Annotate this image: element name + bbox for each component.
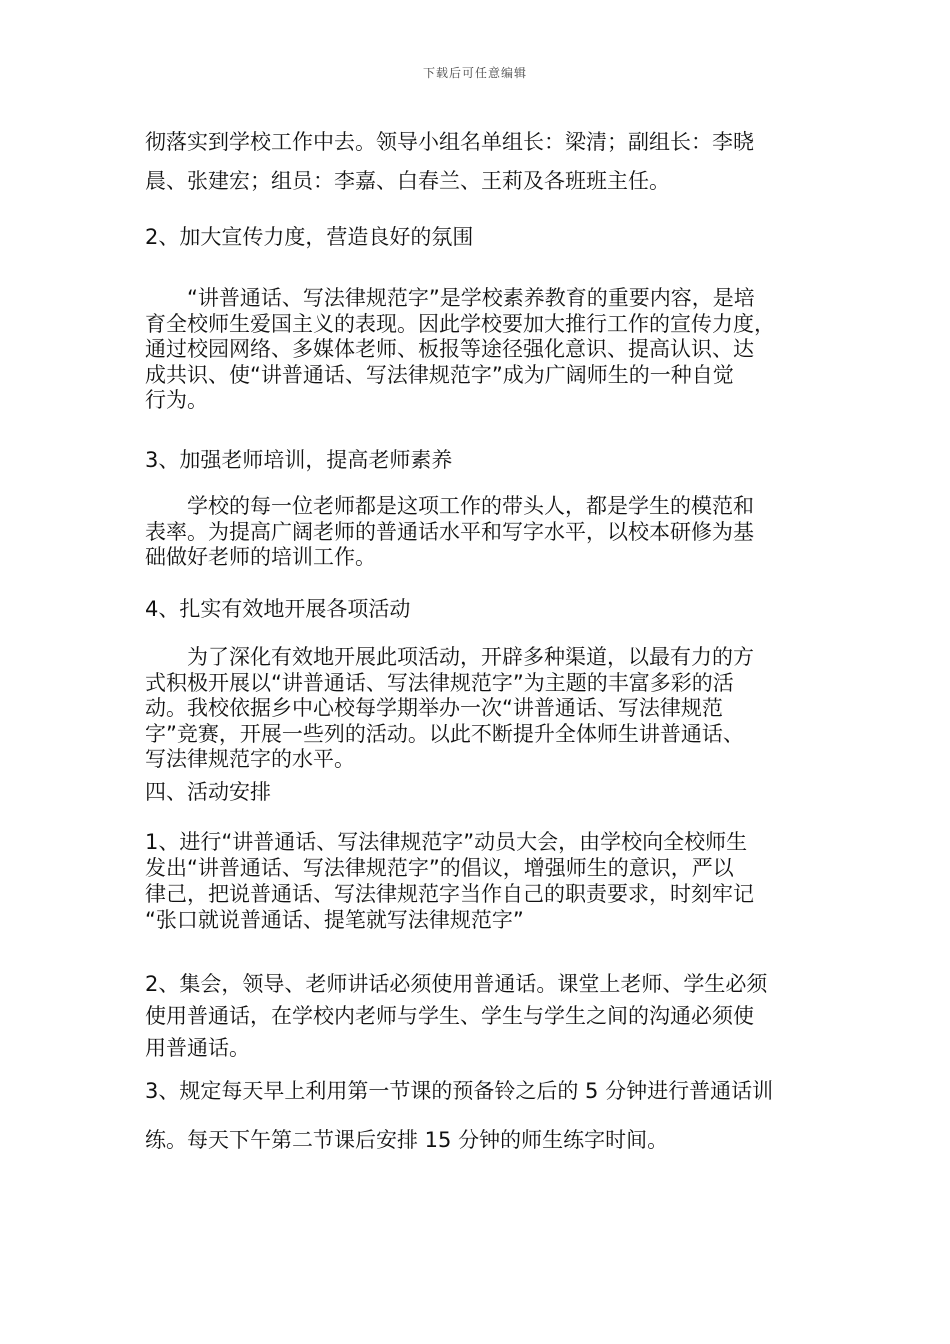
paragraph-leadership-group: 彻落实到学校工作中去。领导小组名单组长：梁清；副组长：李晓 晨、张建宏；组员：李嘉、白春兰、王莉及各班班主任。 xyxy=(145,130,754,193)
heading-teacher-training: 3、加强老师培训，提高老师素养 xyxy=(145,448,453,472)
page-header: 下载后可任意编辑 xyxy=(422,66,527,80)
list-item-daily-practice-line-1: 3、规定每天早上利用第一节课的预备铃之后的 5 分钟进行普通话训 xyxy=(145,1079,774,1103)
paragraph-publicity: “讲普通话、写法律规范字”是学校素养教育的重要内容，是培 育全校师生爱国主义的表现。因此学校要加大推行工作的宣传力度， 通过校园网络、多媒体老师、板报等途径强化意识、提高认识、达 成共识、使“讲普通话、写法律规范字”成为广阔师生的一种自觉 行为。 xyxy=(145,286,775,412)
list-item-use-mandarin: 2、集会，领导、老师讲话必须使用普通话。课堂上老师、学生必须 使用普通话，在学校内老师与学生、学生与学生之间的沟通必须使 用普通话。 xyxy=(145,972,768,1060)
paragraph-activities: 为了深化有效地开展此项活动，开辟多种渠道，以最有力的方 式积极开展以“讲普通话、写法律规范字”为主题的丰富多彩的活 动。我校依据乡中心校每学期举办一次“讲普通话、写法律规范 字”竞赛，开展一些列的活动。以此不断提升全体师生讲普通话、 写法律规范字的水平。 xyxy=(145,645,754,771)
heading-activities: 4、扎实有效地开展各项活动 xyxy=(145,597,411,621)
list-item-daily-practice-line-2: 练。每天下午第二节课后安排 15 分钟的师生练字时间。 xyxy=(145,1128,669,1152)
heading-publicity: 2、加大宣传力度，营造良好的氛围 xyxy=(145,225,474,249)
list-item-mobilization-meeting: 1、进行“讲普通话、写法律规范字”动员大会，由学校向全校师生 发出“讲普通话、写法律规范字”的倡议，增强师生的意识，严以 律己，把说普通话、写法律规范字当作自己的职责要求，时刻牢记 “张口就说普通话、提笔就写法律规范字” xyxy=(145,830,754,932)
paragraph-teacher-training: 学校的每一位老师都是这项工作的带头人，都是学生的模范和 表率。为提高广阔老师的普通话水平和写字水平，以校本研修为基 础做好老师的培训工作。 xyxy=(145,494,754,569)
section-heading-activity-arrangement: 四、活动安排 xyxy=(145,780,271,804)
